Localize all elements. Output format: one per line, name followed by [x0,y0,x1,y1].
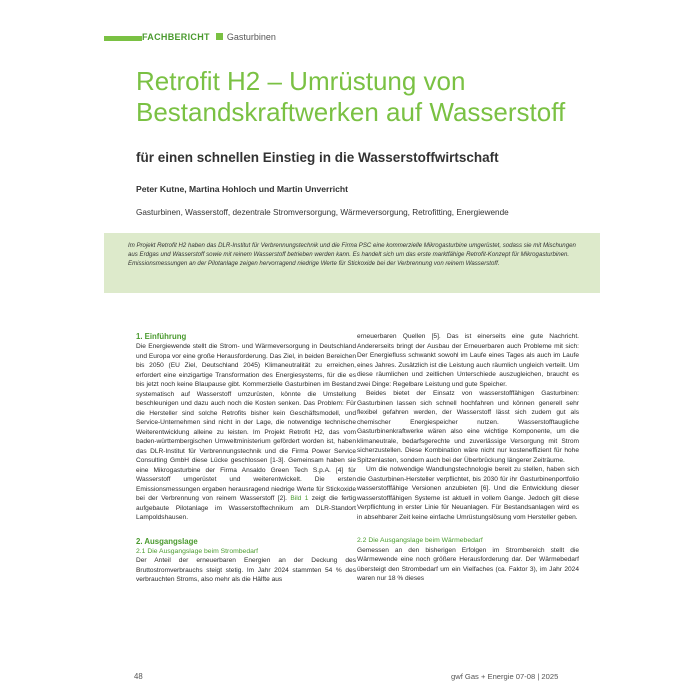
paragraph-text: Die Energiewende stellt die Strom- und Wärmeversorgung in Deutschland und Europa vor eine große Herausforderung. Das Ziel, in beiden Bereichen bis 2050 (EU Ziel, Deutschland 2045) Klimaneutralität zu erreichen, erfordert eine einzigartige Transformation des Energiesystems, für die es bis jetzt noch keine Blaupause gibt. Kommerzielle Gasturbinen im Bestand systematisch auf Wasserstoff umzurüsten, könnte die Umstellung beschleunigen und dazu auch noch die Kosten senken. Das Problem: Für die Hersteller sind solche Retrofits bisher kein Geschäftsmodell, und Service-Unternehmen sind nicht in der Lage, die notwendige technische Weiterentwicklung alleine zu leisten. Im Projekt Retrofit H2, das vom baden-württembergischen Umweltministerium gefördert worden ist, haben das DLR-Institut für Verbrennungstechnik und die Firma Power Service Consulting GmbH diese Lücke geschlossen [1-3]. Gemeinsam haben sie eine Mikrogasturbine der Firma Ansaldo Green Tech S.p.A. [4] für Wasserstoff umgerüstet und weiterentwickelt. Die ersten Emissionsmessungen ergaben herausragend niedrige Werte für Stickoxide bei der Verbrennung von reinem Wasserstoff [2]. [136,343,356,502]
keywords: Gasturbinen, Wasserstoff, dezentrale Stromversorgung, Wärmeversorgung, Retrofitting, Energiewende [136,208,509,217]
article-subtitle: für einen schnellen Einstieg in die Wasserstoffwirtschaft [136,150,499,165]
heading-einfuehrung: 1. Einführung [136,332,187,341]
heading-ausgangslage: 2. Ausgangslage [136,536,198,546]
paragraph: Beides bietet der Einsatz von wasserstofffähigen Gasturbinen: Gasturbinen lassen sich schnell hochfahren und können generell sehr flexibel gefahren werden, der Wasserstoff lässt sich zudem gut als chemischer Energiespeicher nutzen. Wasserstofftaugliche Gasturbinenkraftwerke wären also eine wichtige Komponente, um die klimaneutrale, bedarfsgerechte und zuverlässige Versorgung mit Strom sicherzustellen. Diese Kombination wäre nicht nur kosteneffizient für hohe Spitzenlasten, sondern auch bei der Überbrückung längerer Zeiträume. [357,390,579,464]
paragraph: Gemessen an den bisherigen Erfolgen im Strombereich stellt die Wärmewende eine noch größere Herausforderung dar. Der Wärmebedarf übersteigt den Strombedarf um ein Vielfaches (ca. Faktor 3), im Jahr 2024 waren nur 18 % dieses [357,546,579,582]
paragraph-text: zeigt die fertig aufgebaute Pilotanlage im Wasserstofftechnikum am DLR-Standort Lampoldshausen. [136,495,357,521]
right-column [357,332,579,584]
paragraph: erneuerbaren Quellen [5]. Das ist einerseits eine gute Nachricht. Andererseits bringt der Ausbau der Erneuerbaren auch Probleme mit sich: Der Energiefluss schwankt sowohl im Laufe eines Tages als auch im Laufe eines Jahres. Zusätzlich ist die Leistung auch räumlich ungleich verteilt. Um diese räumlichen und zeitlichen Unterschiede auszugleichen, braucht es zwei Dinge: Regelbare Leistung und gute Speicher. [357,333,579,388]
journal-name: gwf Gas + Energie 07-08 | 2025 [451,672,559,681]
authors: Peter Kutne, Martina Hohloch und Martin Unverricht [136,184,348,194]
section-label: FACHBERICHT [142,32,210,42]
paragraph: Der Anteil der erneuerbaren Energien an der Deckung des Bruttostromverbrauchs steigt stetig. Im Jahr 2024 stammten 54 % des verbrauchten Stroms, also mehr als die Hälfte aus [136,557,356,583]
article-title: Retrofit H2 – Umrüstung von Bestandskraftwerken auf Wasserstoff [136,66,566,127]
page-number: 48 [134,672,143,681]
left-column [136,332,356,585]
paragraph [136,342,356,523]
topic-label: Gasturbinen [226,32,276,42]
abstract-box [104,233,600,293]
subheading-strombedarf: 2.1 Die Ausgangslage beim Strombedarf [136,547,259,555]
figure-link[interactable]: Bild 1 [290,495,309,502]
subheading-waermebedarf: 2.2 Die Ausgangslage beim Wärmebedarf [357,537,483,544]
square-icon [216,33,223,40]
section-tag [142,32,280,42]
paragraph: Um die notwendige Wandlungstechnologie bereit zu stellen, haben sich die Gasturbinen-Hersteller verpflichtet, bis 2030 für ihr Gasturbinenportfolio wasserstofffähige Versionen anzubieten [6]. Und die Entwicklung dieser wasserstofffähigen Systeme ist aktuell in vollem Gange. Jedoch gilt diese Verpflichtung in erster Linie für Neuanlagen. Für Bestandsanlagen wird es in absehbarer Zeit keine einfache Umrüstungslösung vom Hersteller geben. [357,466,579,521]
abstract-text: Im Projekt Retrofit H2 haben das DLR-Institut für Verbrennungstechnik und die Firma PSC eine kommerzielle Mikrogasturbine umgerüstet, sodass sie mit Mischungen aus Erdgas und Wasserstoff sowie mit reinem Wasserstoff betrieben werden kann. Es handelt sich um das erste marktfähige Retrofit-Konzept für Mikrogasturbinen. Emissionsmessungen an der Pilotanlage zeigen hervorragend niedrige Werte für Stickoxide bei der Verbrennung von reinem Wasserstoff. [128,242,576,268]
